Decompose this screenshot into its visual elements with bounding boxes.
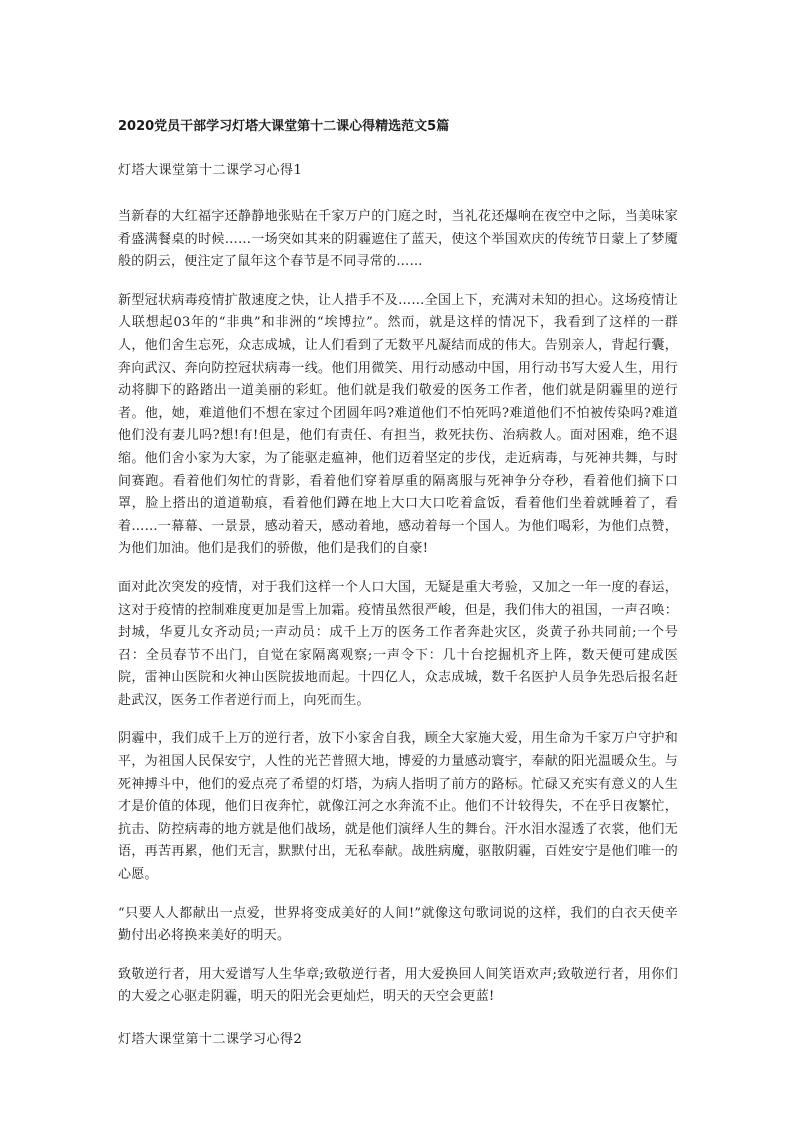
- paragraph-3: 面对此次突发的疫情，对于我们这样一个人口大国，无疑是重大考验，又加之一年一度的春运，这对于疫情的控制难度更加是雪上加霜。疫情虽然很严峻，但是，我们伟大的祖国，一声召唤：封城，华夏儿女齐动员;一声动员：成千上万的医务工作者奔赴灾区，炎黄子孙共同前;一个号召：全员春节不出门，自觉在家隔离观察;一声令下：几十台挖掘机齐上阵，数天便可建成医院，雷神山医院和火神山医院拔地而起。十四亿人，众志成城，数千名医护人员争先恐后报名赶赴武汉，医务工作者逆行而上，向死而生。: [118, 579, 678, 708]
- document-title: 2020党员干部学习灯塔大课堂第十二课心得精选范文5篇: [118, 119, 450, 134]
- paragraph-1: 当新春的大红福字还静静地张贴在千家万户的门庭之时，当礼花还爆响在夜空中之际，当美味家肴盛满餐桌的时候……一场突如其来的阴霾遮住了蓝天，使这个举国欢庆的传统节日蒙上了梦魇般的阴云，便注定了鼠年这个春节是不同寻常的……: [118, 209, 678, 270]
- document-page: [118, 118, 678, 1075]
- section-heading-1: 灯塔大课堂第十二课学习心得1: [118, 163, 303, 178]
- paragraph-2: 新型冠状病毒疫情扩散速度之快，让人措手不及……全国上下，充满对未知的担心。这场疫情让人联想起03年的“非典”和非洲的“埃博拉”。然而，就是这样的情况下，我看到了这样的一群人，他们舍生忘死，众志成城，让人们看到了无数平凡凝结而成的伟大。告别亲人，背起行囊，奔向武汉、奔向防控冠状病毒一线。他们用微笑、用行动感动中国，用行动书写大爱人生，用行动将脚下的路踏出一道美丽的彩虹。他们就是我们敬爱的医务工作者，他们就是阴霾里的逆行者。他，她，难道他们不想在家过个团圆年吗?难道他们不怕死吗?难道他们不怕被传染吗?难道他们没有妻儿吗?想!有!但是，他们有责任、有担当，救死扶伤、治病救人。面对困难，绝不退缩。他们舍小家为大家，为了能驱走瘟神，他们迈着坚定的步伐，走近病毒，与死神共舞，与时间赛跑。看着他们匆忙的背影，看着他们穿着厚重的隔离服与死神争分夺秒，看着他们摘下口罩，脸上搭出的道道勒痕，看着他们蹲在地上大口大口吃着盒饭，看着他们坐着就睡着了，看着……一幕幕、一景景，感动着天，感动着地，感动着每一个国人。为他们喝彩，为他们点赞，为他们加油。他们是我们的骄傲，他们是我们的自豪!: [118, 292, 678, 557]
- paragraph-4: 阴霾中，我们成千上万的逆行者，放下小家舍自我，顾全大家施大爱，用生命为千家万户守护和平，为祖国人民保安宁，人性的光芒普照大地，博爱的力量感动寰宇，奉献的阳光温暖众生。与死神搏斗中，他们的爱点亮了希望的灯塔，为病人指明了前方的路标。忙碌又充实有意义的人生才是价值的体现，他们日夜奔忙，就像江河之水奔流不止。他们不计较得失，不在乎日夜繁忙，抗击、防控病毒的地方就是他们战场，就是他们演绎人生的舞台。汗水泪水湿透了衣裳，他们无语，再苦再累，他们无言，默默付出，无私奉献。战胜病魔，驱散阴霾，百姓安宁是他们唯一的心愿。: [118, 731, 678, 883]
- paragraph-5: “只要人人都献出一点爱，世界将变成美好的人间!”就像这句歌词说的这样，我们的白衣天使辛勤付出必将换来美好的明天。: [118, 905, 678, 944]
- section-heading-2: 灯塔大课堂第十二课学习心得2: [118, 1032, 303, 1047]
- paragraph-6: 致敬逆行者，用大爱谱写人生华章;致敬逆行者，用大爱换回人间笑语欢声;致敬逆行者，用你们的大爱之心驱走阴霾，明天的阳光会更灿烂，明天的天空会更蓝!: [118, 966, 678, 1005]
